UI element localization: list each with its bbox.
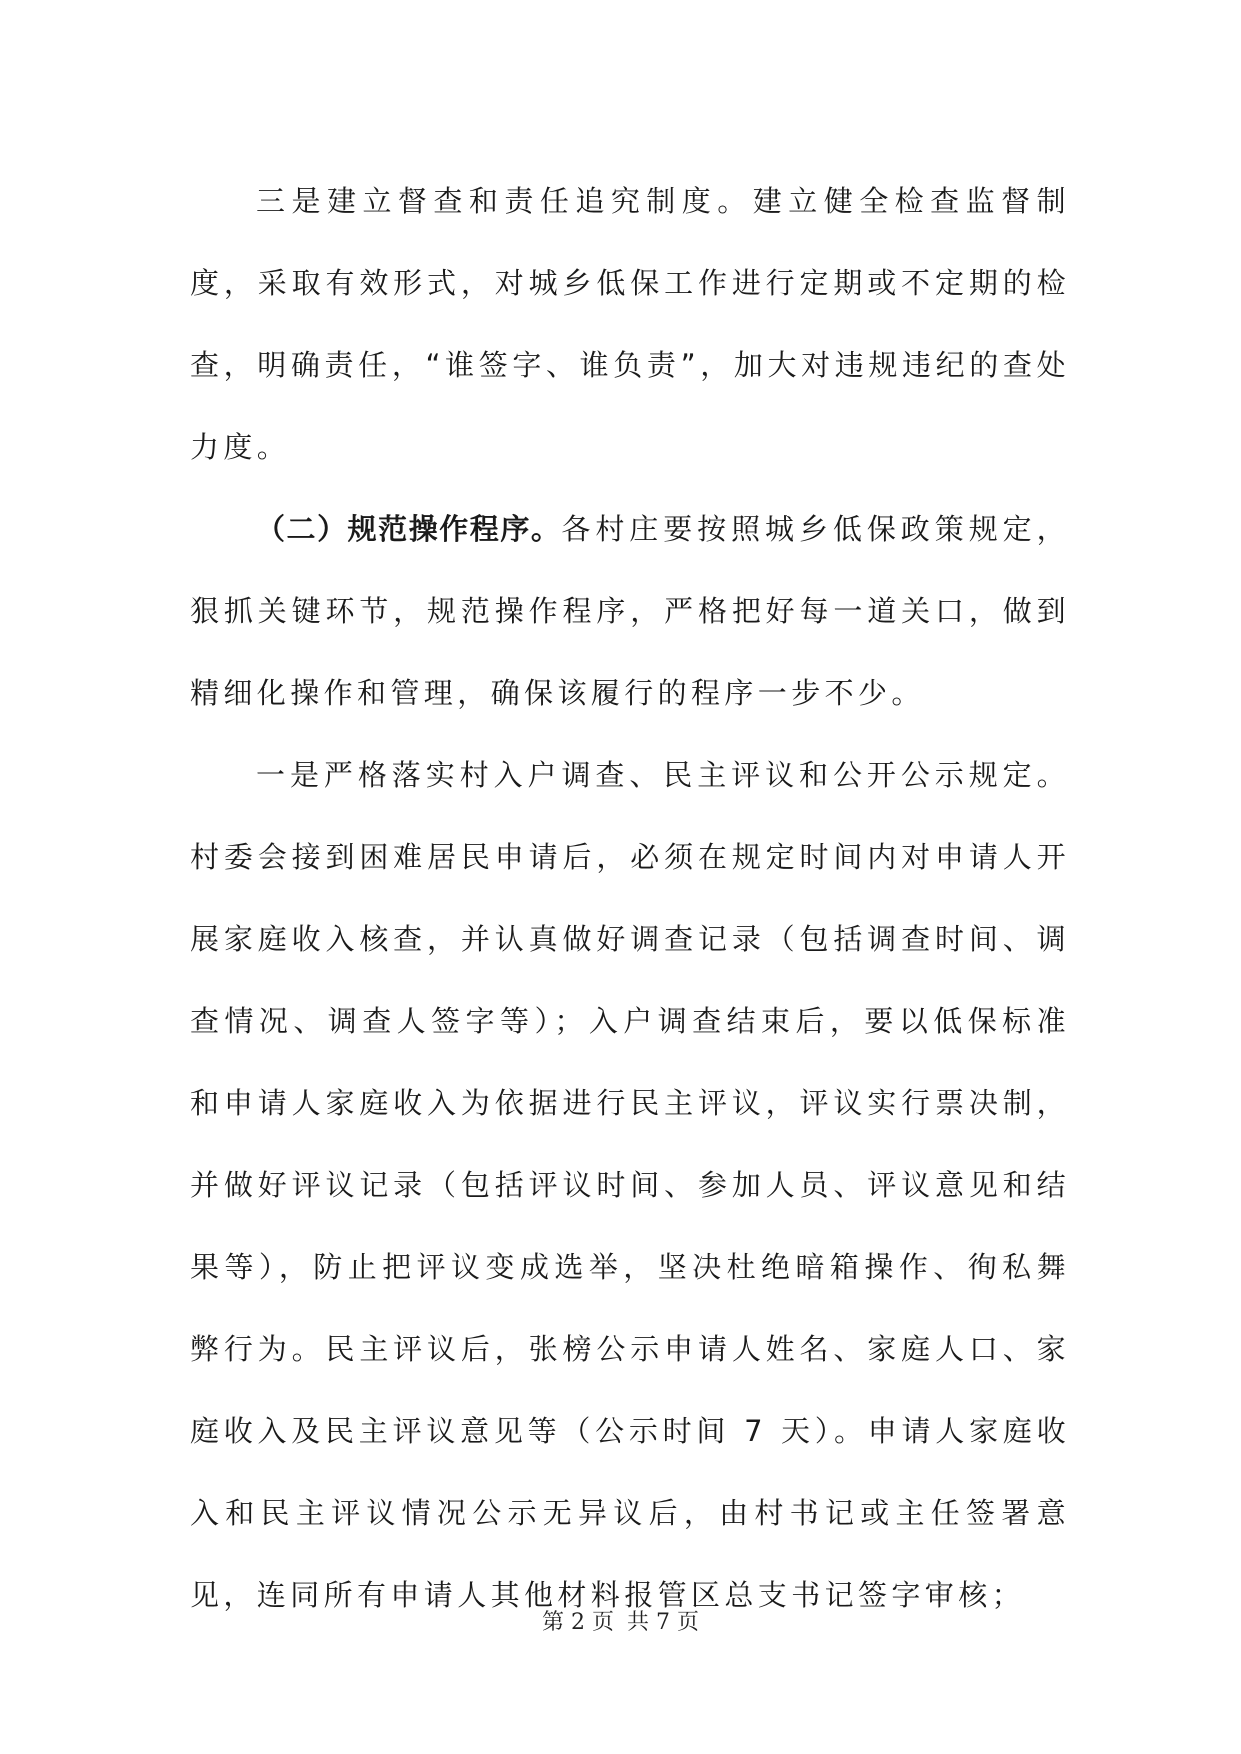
paragraph-supervision bbox=[190, 160, 1070, 488]
paragraph-text: 三是建立督查和责任追究制度。建立健全检查监督制度，采取有效形式，对城乡低保工作进行定期或不定期的检查，明确责任，“谁签字、谁负责”，加大对违规违纪的查处力度。 bbox=[190, 184, 1070, 464]
document-body bbox=[190, 160, 1070, 1636]
paragraph-investigation bbox=[190, 734, 1070, 1636]
page-footer bbox=[0, 1605, 1241, 1636]
section-heading: （二）规范操作程序。 bbox=[256, 512, 562, 546]
paragraph-text: 一是严格落实村入户调查、民主评议和公开公示规定。村委会接到困难居民申请后，必须在规定时间内对申请人开展家庭收入核查，并认真做好调查记录（包括调查时间、调查情况、调查人签字等）；入户调查结束后，要以低保标准和申请人家庭收入为依据进行民主评议，评议实行票决制，并做好评议记录（包括评议时间、参加人员、评议意见和结果等），防止把评议变成选举，坚决杜绝暗箱操作、徇私舞弊行为。民主评议后，张榜公示申请人姓名、家庭人口、家庭收入及民主评议意见等（公示时间 7 天）。申请人家庭收入和民主评议情况公示无异议后，由村书记或主任签署意见，连同所有申请人其他材料报管区总支书记签字审核； bbox=[190, 758, 1070, 1612]
paragraph-procedure bbox=[190, 488, 1070, 734]
page-number: 第 2 页 bbox=[542, 1610, 614, 1635]
paragraph-text: 各村庄要按照城乡低保政策规定，狠抓关键环节，规范操作程序，严格把好每一道关口，做到精细化操作和管理，确保该履行的程序一步不少。 bbox=[190, 512, 1070, 710]
page-total: 共 7 页 bbox=[627, 1610, 699, 1635]
